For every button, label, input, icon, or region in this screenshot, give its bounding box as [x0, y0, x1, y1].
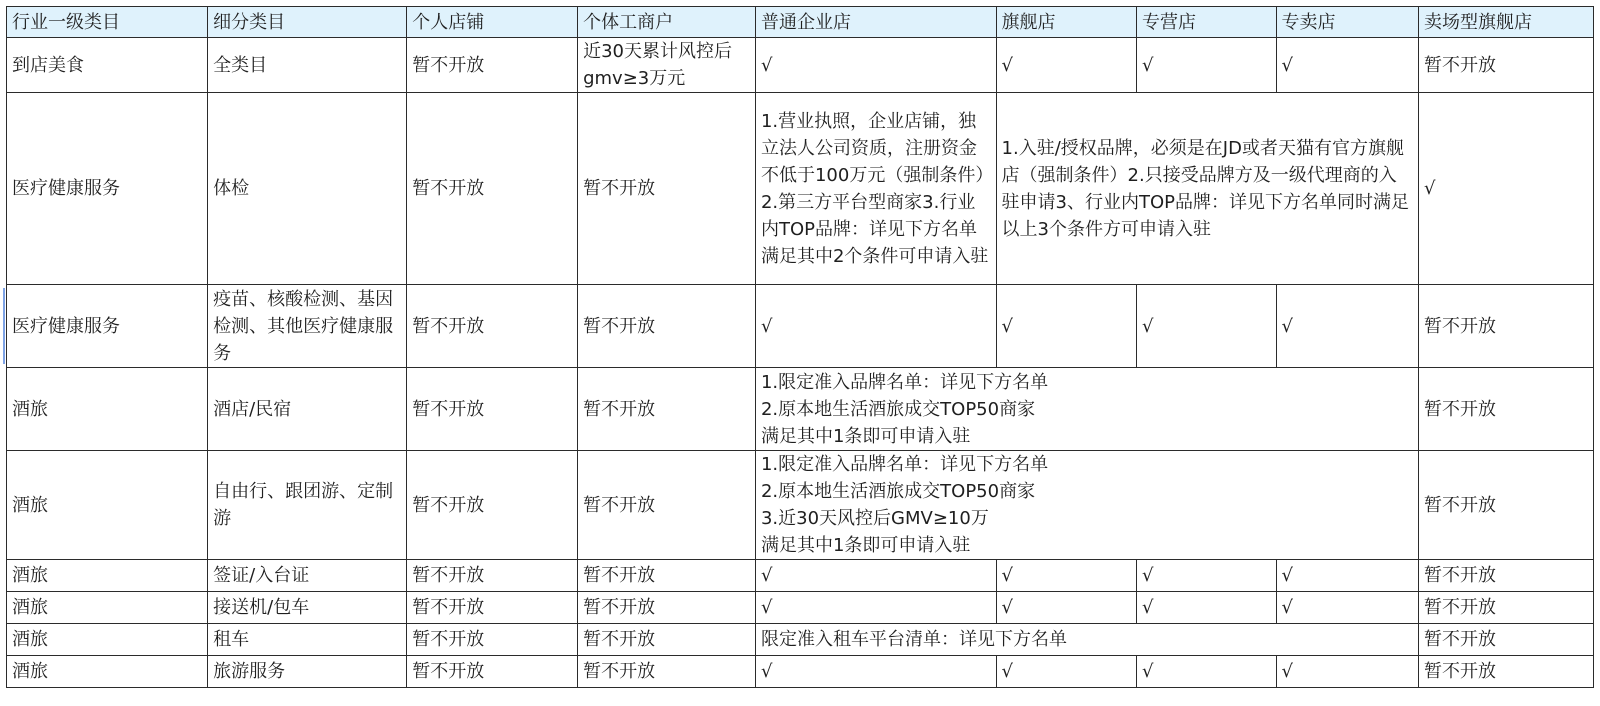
merged-cell[interactable]: 1.入驻/授权品牌，必须是在JD或者天猫有官方旗舰店（强制条件）2.只接受品牌方及一级代理商的入驻申请3、行业内TOP品牌：详见下方名单同时满足以上3个条件方可申请入驻: [996, 93, 1419, 285]
merged-cell[interactable]: [755, 368, 1418, 451]
table-cell[interactable]: 暂不开放: [578, 560, 756, 592]
table-cell[interactable]: 暂不开放: [578, 368, 756, 451]
table-cell[interactable]: 暂不开放: [407, 624, 578, 656]
table-row: [7, 560, 1594, 592]
header-cell[interactable]: 个人店铺: [407, 7, 578, 38]
category-table: [6, 6, 1594, 688]
merged-line: 3.近30天风控后GMV≥10万: [760, 508, 989, 529]
merged-cell[interactable]: [755, 451, 1418, 560]
table-cell[interactable]: √: [755, 38, 996, 93]
table-cell[interactable]: √: [755, 656, 996, 688]
table-cell[interactable]: 疫苗、核酸检测、基因检测、其他医疗健康服务: [208, 285, 407, 368]
merged-line: 满足其中1条即可申请入驻: [760, 535, 971, 556]
merged-line: 1.限定准入品牌名单：详见下方名单: [760, 454, 1049, 475]
table-cell[interactable]: 近30天累计风控后gmv≥3万元: [578, 38, 756, 93]
table-cell[interactable]: 暂不开放: [578, 451, 756, 560]
table-cell[interactable]: √: [1137, 38, 1276, 93]
header-cell[interactable]: 个体工商户: [578, 7, 756, 38]
table-cell[interactable]: 暂不开放: [1419, 451, 1594, 560]
table-cell[interactable]: 暂不开放: [407, 93, 578, 285]
table-cell[interactable]: 暂不开放: [1419, 656, 1594, 688]
table-cell[interactable]: √: [755, 560, 996, 592]
header-cell[interactable]: 细分类目: [208, 7, 407, 38]
table-cell[interactable]: 暂不开放: [1419, 624, 1594, 656]
merged-line: 2.原本地生活酒旅成交TOP50商家: [760, 481, 1036, 502]
merged-line: 2.原本地生活酒旅成交TOP50商家: [760, 398, 1036, 420]
table-cell[interactable]: 暂不开放: [407, 592, 578, 624]
table-cell[interactable]: 暂不开放: [578, 592, 756, 624]
table-cell[interactable]: 暂不开放: [407, 656, 578, 688]
table-cell[interactable]: 体检: [208, 93, 407, 285]
table-row: [7, 451, 1594, 560]
table-row: [7, 38, 1594, 93]
table-cell[interactable]: 旅游服务: [208, 656, 407, 688]
table-cell[interactable]: √: [996, 38, 1137, 93]
table-cell[interactable]: 到店美食: [7, 38, 208, 93]
table-cell[interactable]: 酒旅: [7, 368, 208, 451]
table-cell[interactable]: √: [1137, 592, 1276, 624]
merged-cell[interactable]: 限定准入租车平台清单：详见下方名单: [755, 624, 1418, 656]
table-cell[interactable]: 暂不开放: [407, 38, 578, 93]
table-cell[interactable]: 暂不开放: [407, 368, 578, 451]
table-cell[interactable]: 全类目: [208, 38, 407, 93]
table-cell[interactable]: 医疗健康服务: [7, 93, 208, 285]
table-cell[interactable]: √: [1276, 656, 1419, 688]
table-cell[interactable]: 暂不开放: [1419, 368, 1594, 451]
merged-line: 1.限定准入品牌名单：详见下方名单: [760, 371, 1049, 393]
table-cell[interactable]: √: [755, 285, 996, 368]
table-cell[interactable]: 酒店/民宿: [208, 368, 407, 451]
header-row: [7, 7, 1594, 38]
header-cell[interactable]: 行业一级类目: [7, 7, 208, 38]
table-cell[interactable]: 自由行、跟团游、定制游: [208, 451, 407, 560]
table-cell[interactable]: √: [1137, 285, 1276, 368]
table-cell[interactable]: √: [755, 592, 996, 624]
table-cell[interactable]: 接送机/包车: [208, 592, 407, 624]
table-row: [7, 368, 1594, 451]
row-selection-indicator: [3, 288, 5, 364]
table-cell[interactable]: √: [1276, 38, 1419, 93]
header-cell[interactable]: 专营店: [1137, 7, 1276, 38]
table-cell[interactable]: 暂不开放: [578, 285, 756, 368]
table-cell[interactable]: 签证/入台证: [208, 560, 407, 592]
table-cell[interactable]: 酒旅: [7, 656, 208, 688]
header-cell[interactable]: 旗舰店: [996, 7, 1137, 38]
table-row: [7, 624, 1594, 656]
table-cell[interactable]: 暂不开放: [407, 451, 578, 560]
table-cell[interactable]: √: [1276, 285, 1419, 368]
merged-line: 满足其中1条即可申请入驻: [760, 425, 971, 447]
table-cell[interactable]: 1.营业执照，企业店铺，独立法人公司资质，注册资金不低于100万元（强制条件）2.第三方平台型商家3.行业内TOP品牌：详见下方名单满足其中2个条件可申请入驻: [755, 93, 996, 285]
table-cell[interactable]: 酒旅: [7, 560, 208, 592]
table-cell[interactable]: √: [1137, 656, 1276, 688]
table-cell[interactable]: 医疗健康服务: [7, 285, 208, 368]
table-cell[interactable]: √: [996, 592, 1137, 624]
table-cell[interactable]: 暂不开放: [1419, 560, 1594, 592]
table-cell[interactable]: √: [996, 656, 1137, 688]
table-row: [7, 592, 1594, 624]
table-cell[interactable]: 暂不开放: [578, 624, 756, 656]
table-row: [7, 656, 1594, 688]
header-cell[interactable]: 卖场型旗舰店: [1419, 7, 1594, 38]
table-cell[interactable]: 暂不开放: [1419, 592, 1594, 624]
table-cell[interactable]: 暂不开放: [407, 560, 578, 592]
table-cell[interactable]: 暂不开放: [578, 656, 756, 688]
table-cell[interactable]: 暂不开放: [1419, 38, 1594, 93]
table-cell[interactable]: √: [996, 285, 1137, 368]
table-cell[interactable]: 酒旅: [7, 624, 208, 656]
table-cell[interactable]: √: [1419, 93, 1594, 285]
table-cell[interactable]: 暂不开放: [407, 285, 578, 368]
table-row: [7, 285, 1594, 368]
table-cell[interactable]: 酒旅: [7, 592, 208, 624]
header-cell[interactable]: 专卖店: [1276, 7, 1419, 38]
table-cell[interactable]: √: [996, 560, 1137, 592]
table-cell[interactable]: 暂不开放: [1419, 285, 1594, 368]
table-row: [7, 93, 1594, 285]
table-cell[interactable]: 租车: [208, 624, 407, 656]
table-cell[interactable]: √: [1276, 592, 1419, 624]
header-cell[interactable]: 普通企业店: [755, 7, 996, 38]
table-cell[interactable]: √: [1137, 560, 1276, 592]
table-cell[interactable]: √: [1276, 560, 1419, 592]
table-cell[interactable]: 暂不开放: [578, 93, 756, 285]
table-cell[interactable]: 酒旅: [7, 451, 208, 560]
